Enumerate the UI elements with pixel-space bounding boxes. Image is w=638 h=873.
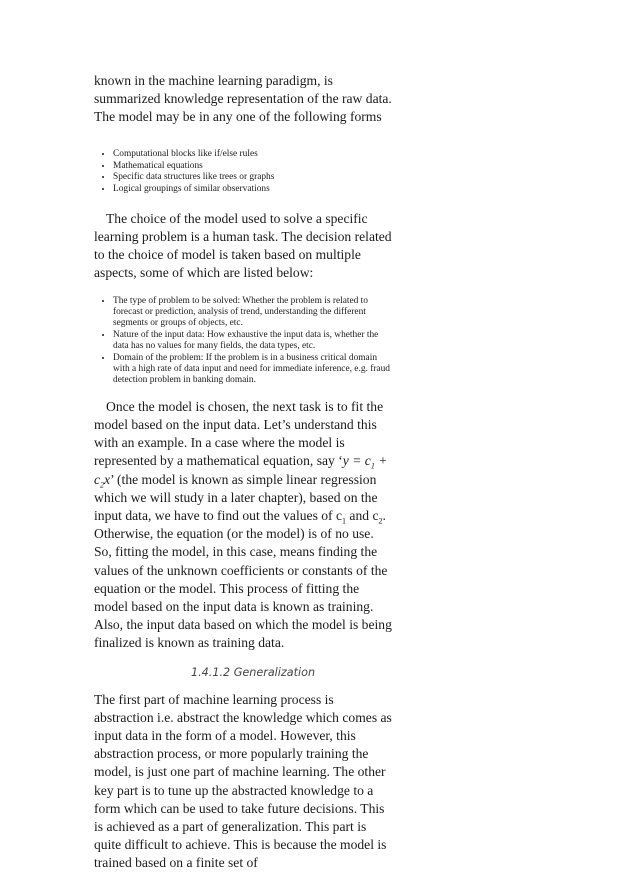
list-item: • Nature of the input data: How exhaustive the input data is, whether the data has no values for many fields, the data types, etc. (113, 330, 394, 353)
list-item: • Computational blocks like if/else rules (113, 149, 394, 160)
model-fitting-paragraph (94, 398, 394, 653)
coef-sub-1: 1 (342, 516, 347, 526)
eq-equals-c: = c (348, 453, 371, 469)
document-page (94, 72, 394, 873)
eq-plus-c: + c (94, 453, 388, 487)
eq-y: y (342, 453, 349, 469)
fit-text-1: Once the model is chosen, the next task is to fit the model based on the input data. Let’s understand this with an example. In a case where the model is represented by a mathematical equation, say ‘ (94, 398, 384, 469)
model-aspects-list (94, 296, 394, 387)
list-item: • Mathematical equations (113, 161, 394, 172)
fit-text-2: ’ (the model is known as simple linear regression which we will study in a later chapter), based on the input data, we have to find out the values of c (94, 471, 378, 524)
eq-sub-1: 1 (370, 462, 375, 472)
intro-paragraph: known in the machine learning paradigm, is summarized knowledge representation of the raw data. The model may be in any one of the following forms (94, 73, 392, 125)
fit-and: and c (346, 508, 379, 524)
fit-text-3: . Otherwise, the equation (or the model) is of no use. So, fitting the model, in this case, means finding the values of the unknown coefficients or constants of the equation or the model. This process of fitting the model based on the input data is known as training. Also, the input data based on which the model is being finalized is known as training data. (94, 508, 392, 651)
list-item: • The type of problem to be solved: Whether the problem is related to forecast or prediction, analysis of trend, understanding the different segments or groups of objects, etc. (113, 296, 394, 330)
eq-x: x (104, 471, 111, 487)
eq-sub-2: 2 (100, 480, 105, 490)
generalization-paragraph: The first part of machine learning process is abstraction i.e. abstract the knowledge which comes as input data in the form of a model. However, this abstraction process, or more popularly training the model, is just one part of machine learning. The other key part is to tune up the abstracted knowledge to a form which can be used to take future decisions. This is achieved as a part of generalization. This part is quite difficult to achieve. This is because the model is trained based on a finite set of (94, 691, 392, 871)
list-item: • Domain of the problem: If the problem is in a business critical domain with a high rate of data input and need for immediate inference, e.g. fraud detection problem in banking domain. (113, 353, 394, 387)
list-item: • Logical groupings of similar observations (113, 184, 394, 195)
coef-sub-2: 2 (378, 516, 383, 526)
model-forms-list (94, 149, 394, 196)
model-choice-paragraph: The choice of the model used to solve a specific learning problem is a human task. The decision related to the choice of model is taken based on multiple aspects, some of which are listed below: (94, 210, 392, 281)
list-item: • Specific data structures like trees or graphs (113, 172, 394, 183)
section-heading: 1.4.1.2 Generalization (191, 665, 316, 679)
